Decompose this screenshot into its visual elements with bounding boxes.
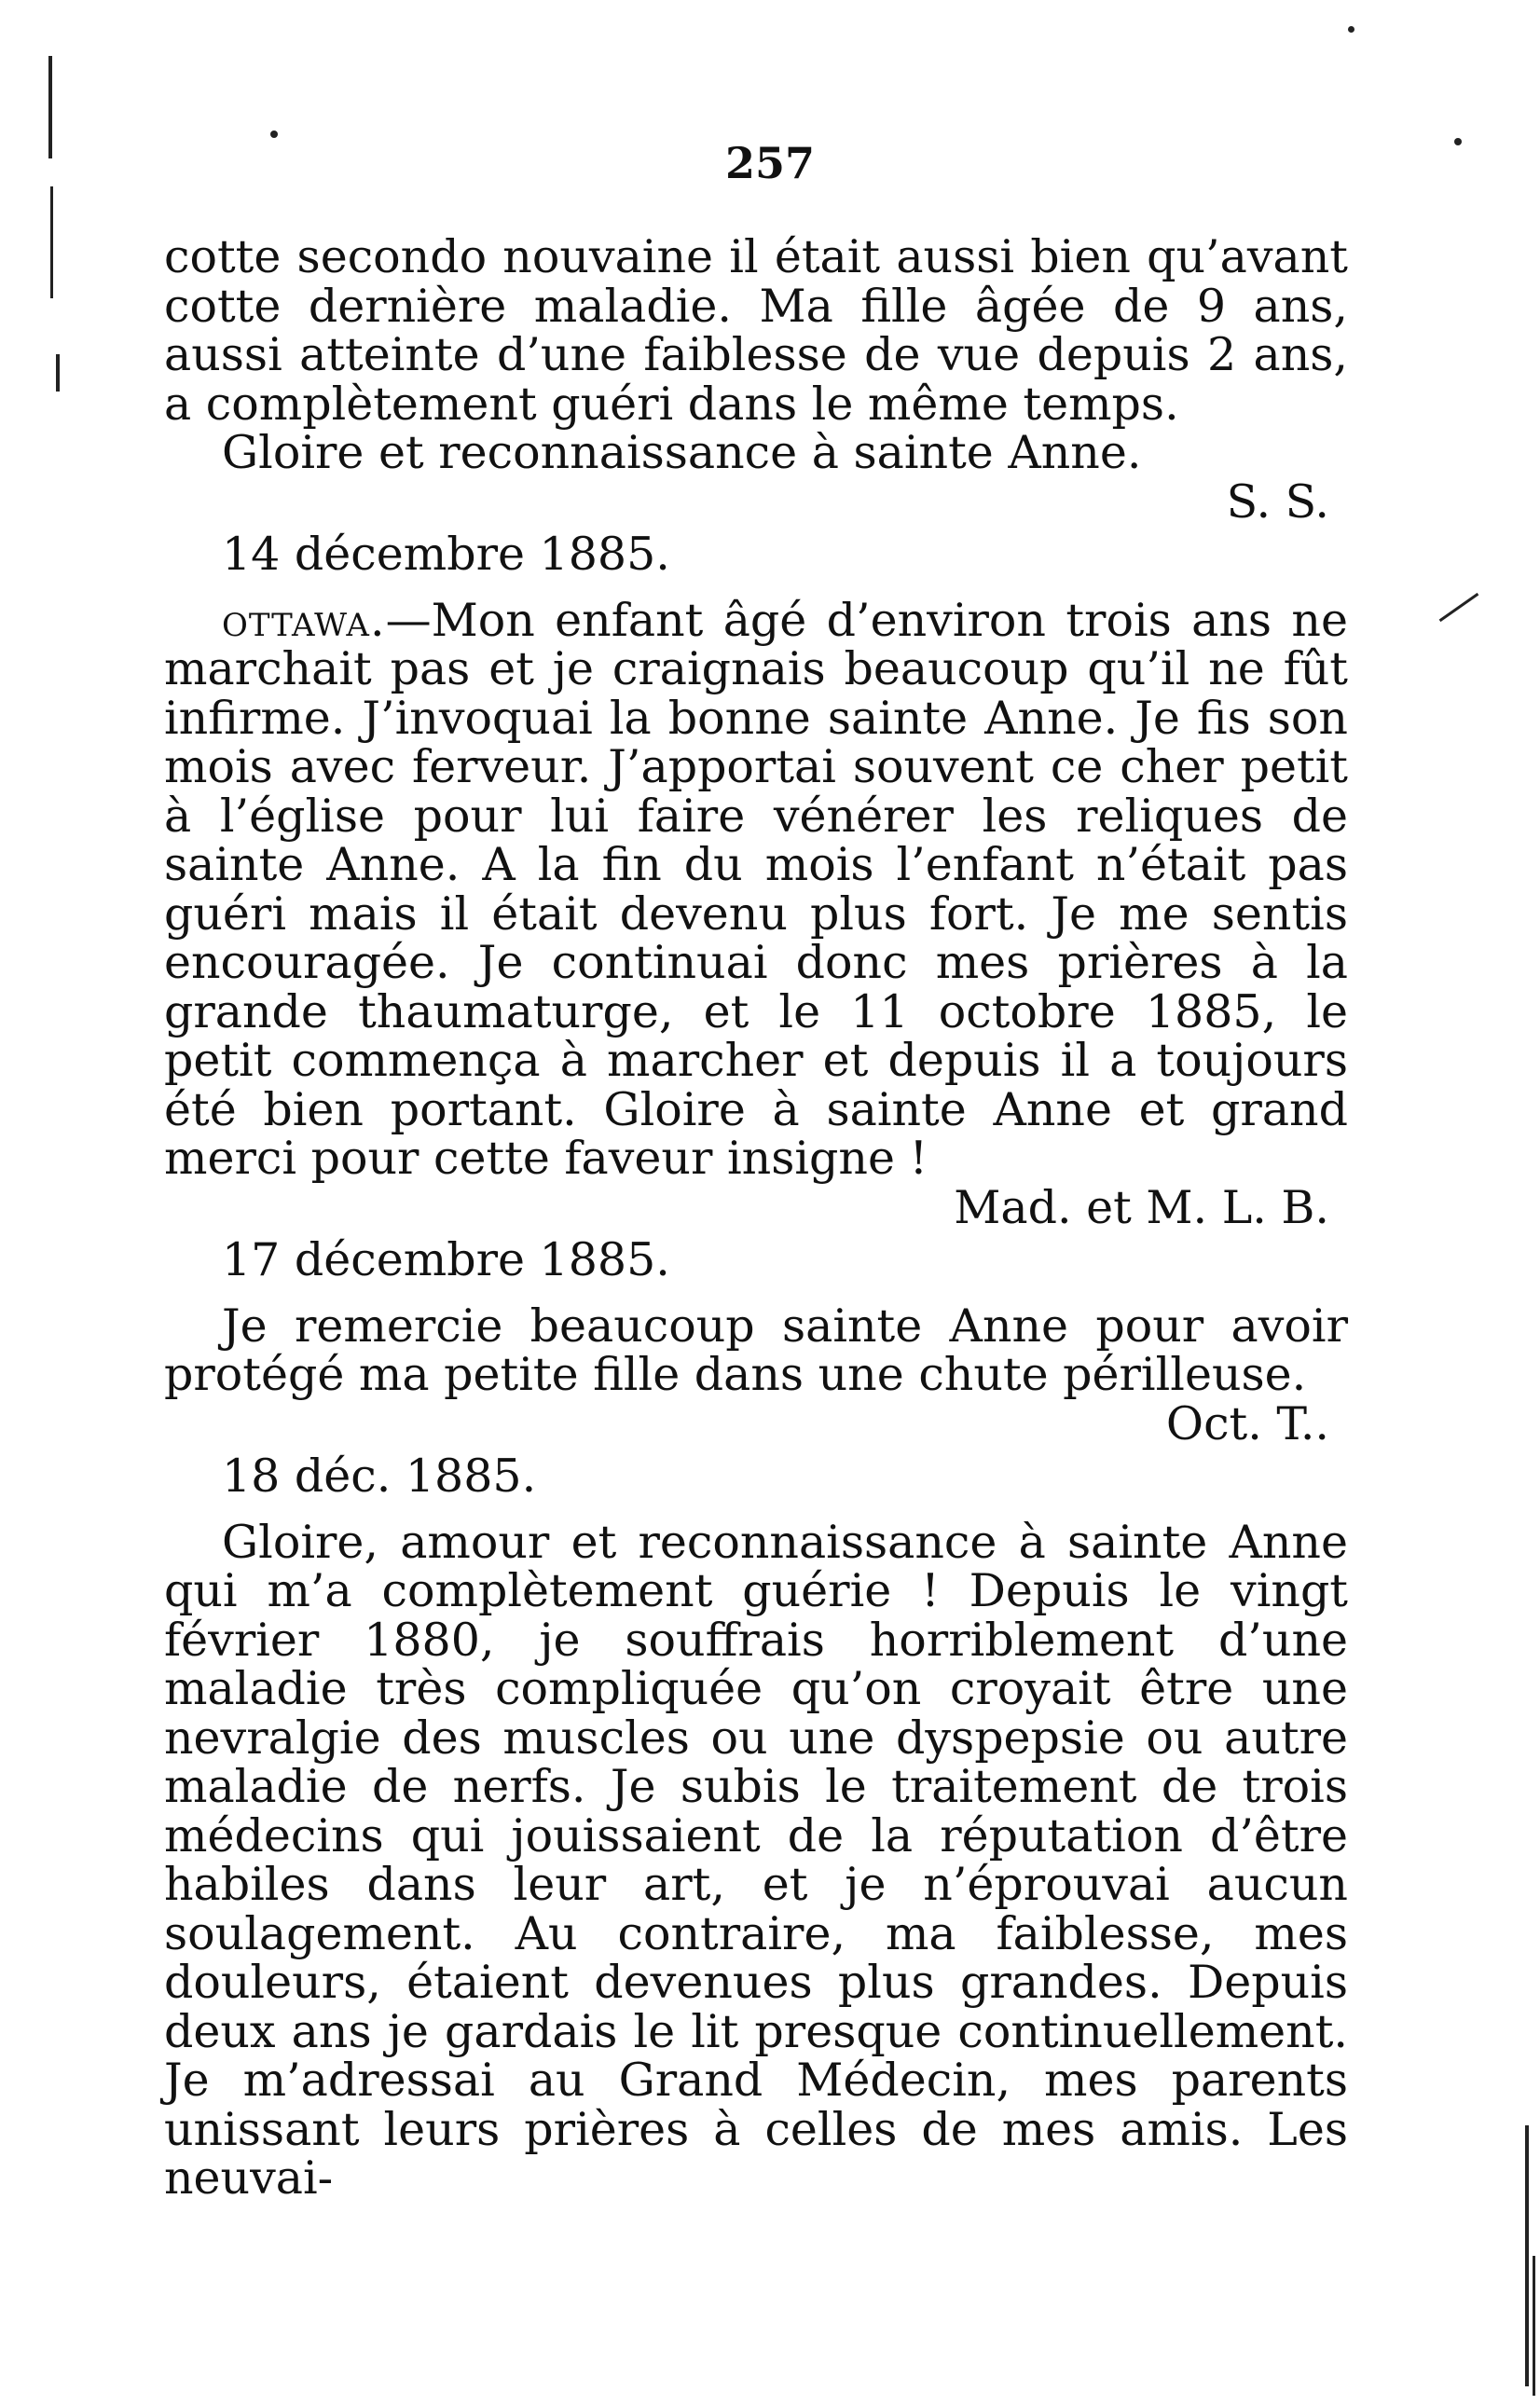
signature: Mad. et M. L. B. [954, 1180, 1329, 1234]
scan-artifact-dot [1348, 26, 1354, 33]
scan-artifact-dot [270, 131, 278, 138]
scan-artifact-stroke [1439, 593, 1479, 622]
place-name: ottawa. [222, 593, 386, 647]
paragraph-body: —Mon enfant âgé d’environ trois ans ne marchait pas et je craignais beaucoup qu’il ne fût infirme. J’invoquai la bonne sainte Anne. Je fis son mois avec ferveur. J’apportai souvent ce cher petit à l’église pour lui faire vénérer les reliques de sainte Anne. A la fin du mois l’enfant n’était pas guéri mais il était devenu plus fort. Je me sentis encouragée. Je continuai donc mes prières à la grande thaumaturge, et le 11 octobre 1885, le petit commença à marcher et depuis il a toujours été bien portant. Gloire à sainte Anne et grand merci pour cette faveur insigne ! [164, 593, 1348, 1185]
page-number: 257 [724, 138, 816, 188]
signature: Oct. T.. [1165, 1396, 1329, 1450]
scan-artifact-right-bar [1525, 2125, 1529, 2386]
date-line: 14 décembre 1885. [222, 528, 670, 581]
paragraph: Gloire, amour et reconnaissance à sainte Anne qui m’a complètement guérie ! Depuis le vingt février 1880, je souffrais horriblement d’une maladie très compliquée qu’on croyait être une nevralgie des muscles ou une dyspepsie ou autre maladie de nerfs. Je subis le traitement de trois médecins qui jouissaient de la réputation d’être habiles dans leur art, et je n’éprouvai aucun soulagement. Au contraire, ma faiblesse, mes douleurs, étaient devenues plus grandes. Depuis deux ans je gardais le lit presque continuellement. Je m’adressai au Grand Médecin, mes parents unissant leurs prières à celles de mes amis. Les neuvai- [164, 1515, 1348, 2205]
paragraph: Je remercie beaucoup sainte Anne pour avoir protégé ma petite fille dans une chute périlleuse. [164, 1299, 1348, 1401]
paragraph: Gloire et reconnaissance à sainte Anne. [222, 426, 1142, 479]
scan-artifact-left-bar [50, 186, 53, 298]
date-line: 17 décembre 1885. [222, 1233, 670, 1286]
text-column [164, 230, 1348, 2205]
scan-artifact-left-bar [56, 354, 60, 392]
paragraph [164, 593, 1348, 1185]
paragraph-continuation: cotte secondo nouvaine il était aussi bien qu’avant cotte dernière maladie. Ma fille âgée de 9 ans, aussi atteinte d’une faiblesse de vue depuis 2 ans, a complètement guéri dans le même temps. [164, 230, 1348, 431]
scan-artifact-right-bar [1533, 2256, 1535, 2396]
date-line: 18 déc. 1885. [222, 1450, 537, 1503]
signature: S. S. [1226, 474, 1329, 529]
